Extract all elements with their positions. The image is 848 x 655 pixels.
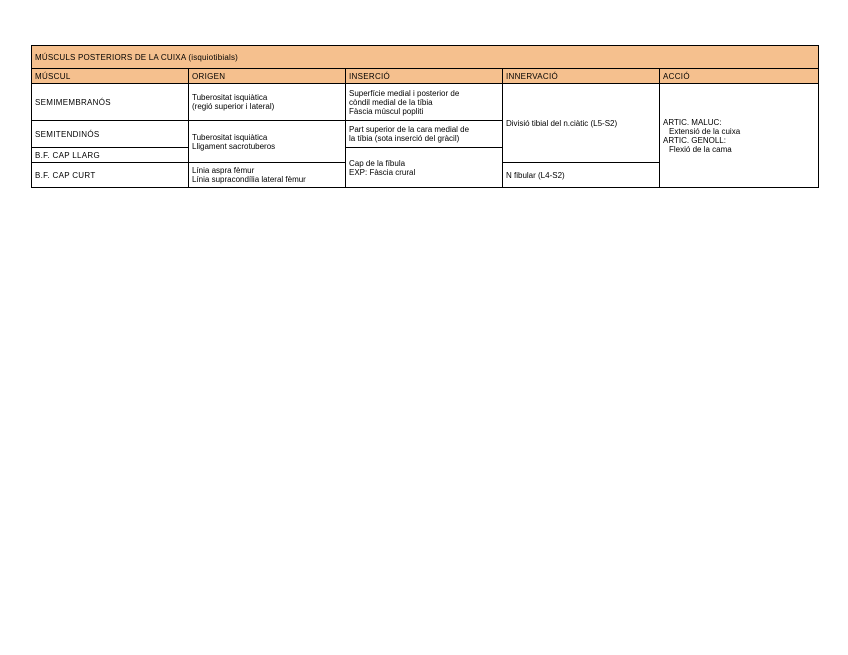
- muscle-semimembranos[interactable]: SEMIMEMBRANÓS: [32, 84, 189, 121]
- origin-line: Línia supracondília lateral fèmur: [192, 175, 306, 184]
- origin-line: Lligament sacrotuberos: [192, 141, 276, 151]
- action-knee-text: Flexió de la cama: [669, 144, 732, 154]
- origin-line: Tuberositat isquiàtica: [192, 132, 268, 142]
- table-row: [32, 84, 819, 121]
- origin-bf-short-head[interactable]: [189, 163, 346, 188]
- header-origen[interactable]: ORIGEN: [189, 69, 346, 84]
- insertion-line: Superfície medial i posterior de: [349, 88, 460, 98]
- origin-line: Línia aspra fèmur: [192, 166, 255, 175]
- header-row: [32, 69, 819, 84]
- action-hip-label: ARTIC. MALUC:: [663, 117, 722, 127]
- header-accio[interactable]: ACCIÓ: [660, 69, 819, 84]
- action-cell[interactable]: [660, 84, 819, 188]
- header-insercio[interactable]: INSERCIÓ: [346, 69, 503, 84]
- insertion-line: còndil medial de la tíbia: [349, 97, 433, 107]
- insertion-line: la tíbia (sota inserció del gràcil): [349, 134, 460, 143]
- origin-semimembranos[interactable]: [189, 84, 346, 121]
- insertion-line: Fàscia múscul popliti: [349, 106, 424, 116]
- innervation-fibular[interactable]: N fibular (L4-S2): [503, 163, 660, 188]
- origin-shared-ischial[interactable]: [189, 121, 346, 163]
- insertion-line: Cap de la fíbula: [349, 158, 406, 168]
- muscle-semitendinos[interactable]: SEMITENDINÓS: [32, 121, 189, 148]
- insertion-semimembranos[interactable]: [346, 84, 503, 121]
- insertion-line: EXP: Fàscia crural: [349, 167, 416, 177]
- hamstrings-table: [31, 45, 819, 188]
- insertion-biceps-femoris[interactable]: [346, 148, 503, 188]
- origin-line: Tuberositat isquiàtica: [192, 93, 268, 102]
- action-knee-label: ARTIC. GENOLL:: [663, 135, 726, 145]
- header-innervacio[interactable]: INNERVACIÓ: [503, 69, 660, 84]
- table-title-row: [32, 46, 819, 69]
- header-muscul[interactable]: MÚSCUL: [32, 69, 189, 84]
- insertion-semitendinos[interactable]: [346, 121, 503, 148]
- origin-line: (regió superior i lateral): [192, 102, 275, 111]
- insertion-line: Part superior de la cara medial de: [349, 125, 470, 134]
- table-title[interactable]: MÚSCULS POSTERIORS DE LA CUIXA (isquiotibials): [32, 46, 819, 69]
- action-hip-text: Extensió de la cuixa: [669, 126, 741, 136]
- innervation-tibial-division[interactable]: Divisió tibial del n.ciàtic (L5-S2): [503, 84, 660, 163]
- muscle-bf-long-head[interactable]: B.F. CAP LLARG: [32, 148, 189, 163]
- muscle-bf-short-head[interactable]: B.F. CAP CURT: [32, 163, 189, 188]
